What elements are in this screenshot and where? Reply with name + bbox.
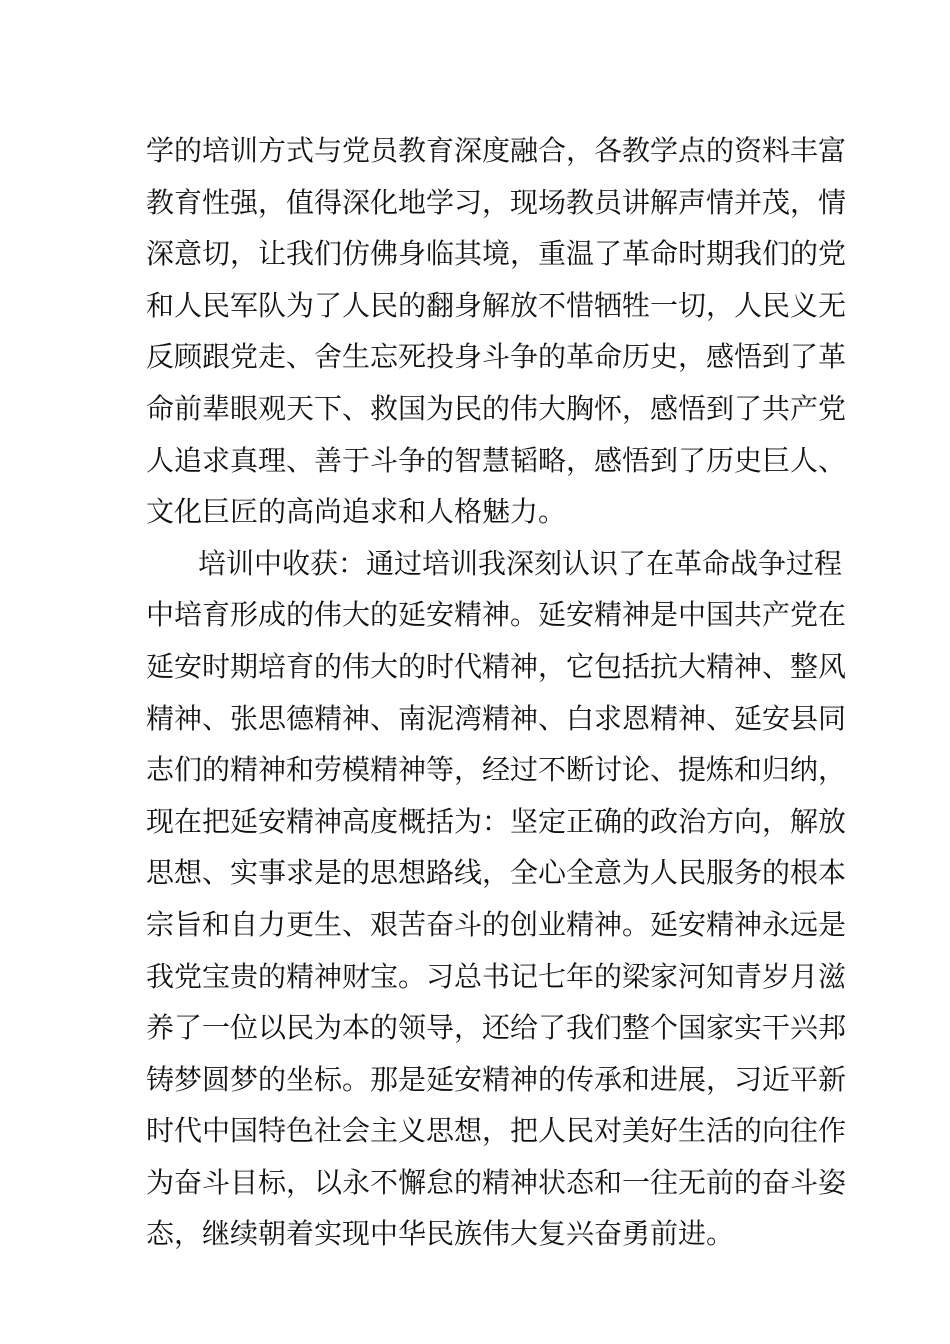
body-text [146,125,847,1260]
text-line: 态，继续朝着实现中华民族伟大复兴奋勇前进。 [146,1217,735,1251]
text-line: 养了一位以民为本的领导，还给了我们整个国家实干兴邦 [146,1011,847,1045]
text-line: 命前辈眼观天下、救国为民的伟大胸怀，感悟到了共产党 [146,391,847,425]
text-line: 教育性强，值得深化地学习，现场教员讲解声情并茂，情 [146,185,847,219]
text-line: 和人民军队为了人民的翻身解放不惜牺牲一切，人民义无 [146,288,847,322]
text-line: 现在把延安精神高度概括为：坚定正确的政治方向，解放 [146,804,847,838]
paragraph-2 [146,538,847,1260]
text-line: 学的培训方式与党员教育深度融合，各教学点的资料丰富 [146,134,847,167]
text-line: 延安时期培育的伟大的时代精神，它包括抗大精神、整风 [146,649,847,683]
paragraph-1 [146,125,847,538]
text-line: 反顾跟党走、舍生忘死投身斗争的革命历史，感悟到了革 [146,340,847,374]
text-line: 精神、张思德精神、南泥湾精神、白求恩精神、延安县同 [146,701,847,735]
text-line: 志们的精神和劳模精神等，经过不断讨论、提炼和归纳， [146,753,847,787]
text-line: 深意切，让我们仿佛身临其境，重温了革命时期我们的党 [146,237,847,271]
text-line: 中培育形成的伟大的延安精神。延安精神是中国共产党在 [146,598,847,632]
text-line: 时代中国特色社会主义思想，把人民对美好生活的向往作 [146,1114,847,1148]
text-line: 培训中收获：通过培训我深刻认识了在革命战争过程 [198,546,843,580]
text-line: 文化巨匠的高尚追求和人格魅力。 [146,495,567,529]
text-line: 思想、实事求是的思想路线，全心全意为人民服务的根本 [146,856,847,890]
text-line: 为奋斗目标，以永不懈怠的精神状态和一往无前的奋斗姿 [146,1165,847,1199]
text-line: 我党宝贵的精神财宝。习总书记七年的梁家河知青岁月滋 [146,959,847,993]
text-line: 宗旨和自力更生、艰苦奋斗的创业精神。延安精神永远是 [146,907,847,941]
text-line: 人追求真理、善于斗争的智慧韬略，感悟到了历史巨人、 [146,443,847,477]
text-line: 铸梦圆梦的坐标。那是延安精神的传承和进展，习近平新 [146,1062,847,1096]
